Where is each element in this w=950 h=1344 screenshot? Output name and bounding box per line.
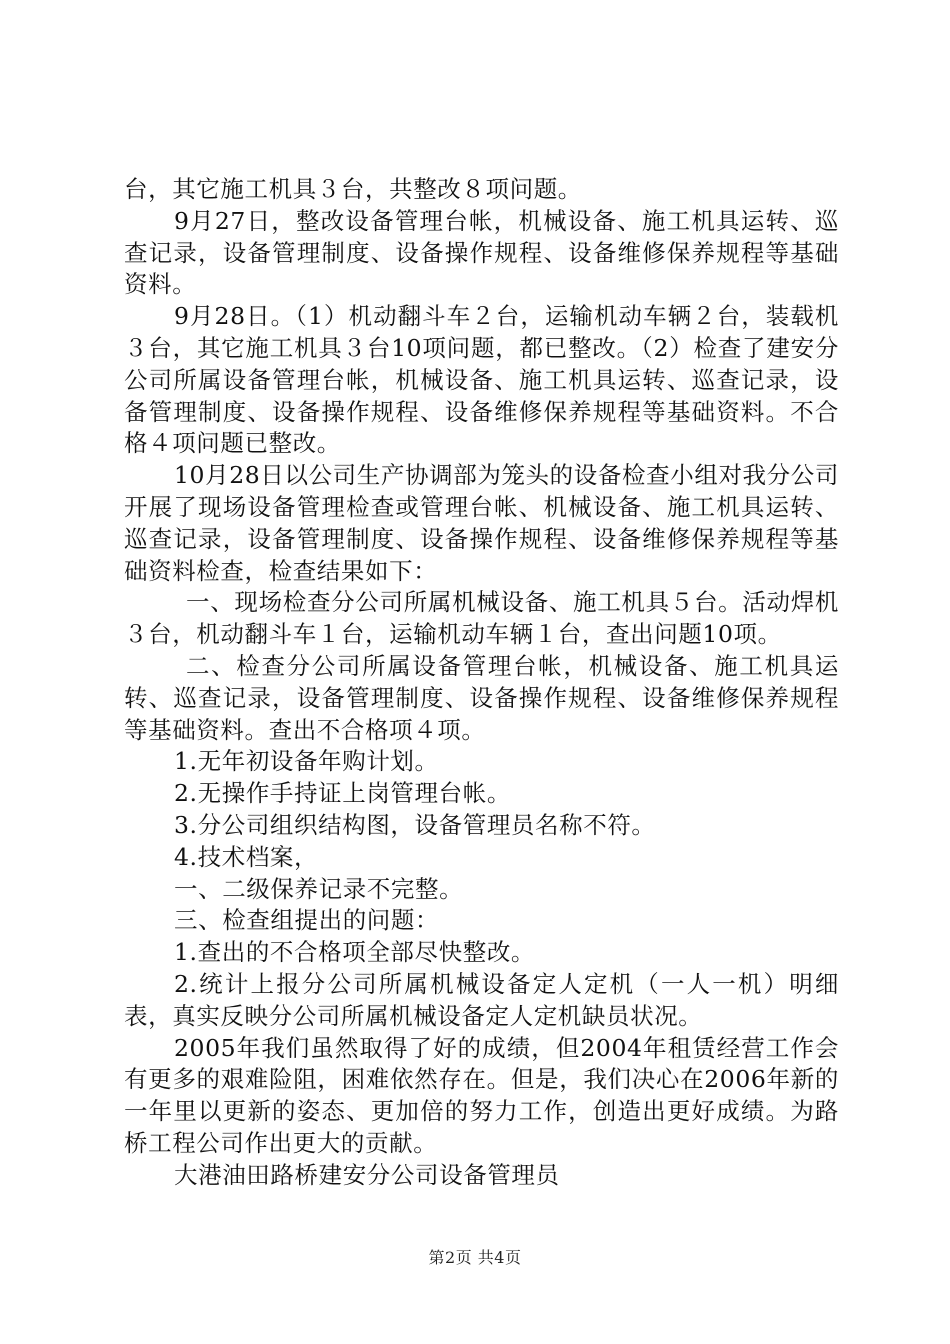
paragraph: 一、现场检查分公司所属机械设备、施工机具５台。活动焊机３台，机动翻斗车１台，运输机动车辆１台，查出问题10项。 [124,588,839,649]
paragraph: 2005年我们虽然取得了好的成绩，但2004年租赁经营工作会有更多的艰难险阻，困难依然存在。但是，我们决心在2006年新的一年里以更新的姿态、更加倍的努力工作，创造出更好成绩。为路桥工程公司作出更大的贡献。 [124,1033,839,1157]
list-item: 3.分公司组织结构图，设备管理员名称不符。 [174,810,656,839]
page-number: 第2页 共4页 [428,1248,522,1267]
section-heading: 三、检查组提出的问题： [174,906,440,935]
list-item: 1.无年初设备年购计划。 [174,747,439,776]
list-item: 1.查出的不合格项全部尽快整改。 [174,938,536,967]
paragraph: 9月28日。（1）机动翻斗车２台，运输机动车辆２台，装载机３台，其它施工机具３台10项问题，都已整改。（2）检查了建安分公司所属设备管理台帐，机械设备、施工机具运转、巡查记录，设备管理制度、设备操作规程、设备维修保养规程等基础资料。不合格４项问题已整改。 [124,302,839,458]
paragraph: 二、检查分公司所属设备管理台帐，机械设备、施工机具运转、巡查记录，设备管理制度、设备操作规程、设备维修保养规程等基础资料。查出不合格项４项。 [124,651,839,744]
list-item: 4.技术档案， [174,842,319,871]
paragraph: 台，其它施工机具３台，共整改８项问题。 [124,175,582,203]
list-item: 2.统计上报分公司所属机械设备定人定机（一人一机）明细表，真实反映分公司所属机械设备定人定机缺员状况。 [124,969,839,1030]
page-footer [0,1245,950,1268]
list-item: 2.无操作手持证上岗管理台帐。 [174,779,511,808]
signature-line: 大港油田路桥建安分公司设备管理员 [174,1160,560,1189]
document-body [124,174,839,1192]
paragraph: 10月28日以公司生产协调部为笼头的设备检查小组对我分公司开展了现场设备管理检查或管理台帐、机械设备、施工机具运转、巡查记录，设备管理制度、设备操作规程、设备维修保养规程等基础资料检查，检查结果如下： [124,461,839,585]
paragraph: 9月27日，整改设备管理台帐，机械设备、施工机具运转、巡查记录，设备管理制度、设备操作规程、设备维修保养规程等基础资料。 [124,206,839,299]
paragraph: 一、二级保养记录不完整。 [174,874,464,903]
